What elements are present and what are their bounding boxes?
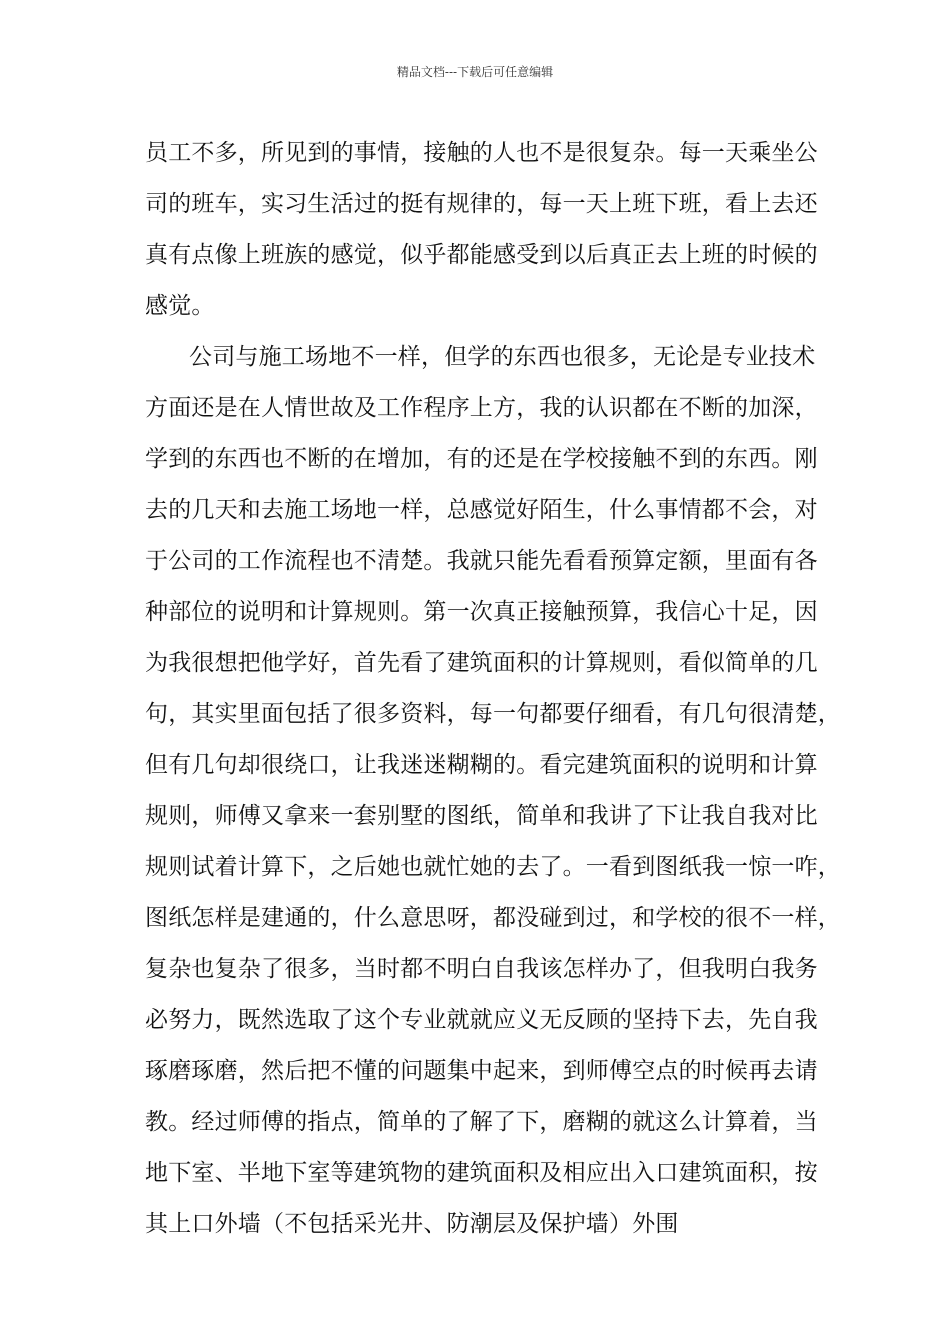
text-line: 为我很想把他学好，首先看了建筑面积的计算规则，看似简单的几 xyxy=(145,650,818,676)
paragraph-first-line: 公司与施工场地不一样，但学的东西也很多，无论是专业技术 xyxy=(189,344,816,370)
text-line: 其上口外墙（不包括采光井、防潮层及保护墙）外围 xyxy=(145,1211,679,1237)
text-line: 司的班车，实习生活过的挺有规律的，每一天上班下班，看上去还 xyxy=(145,191,818,217)
text-line: 图纸怎样是建通的，什么意思呀，都没碰到过，和学校的很不一样， xyxy=(145,905,841,931)
page-header: 精品文档---下载后可任意编辑 xyxy=(396,65,554,79)
text-line: 种部位的说明和计算规则。第一次真正接触预算，我信心十足，因 xyxy=(145,599,818,625)
text-line: 教。经过师傅的指点，简单的了解了下，磨糊的就这么计算着，当 xyxy=(145,1109,818,1135)
text-line: 规则试着计算下，之后她也就忙她的去了。一看到图纸我一惊一咋， xyxy=(145,854,841,880)
text-line: 复杂也复杂了很多，当时都不明白自我该怎样办了，但我明白我务 xyxy=(145,956,818,982)
text-line: 员工不多，所见到的事情，接触的人也不是很复杂。每一天乘坐公 xyxy=(145,140,818,166)
text-line: 学到的东西也不断的在增加，有的还是在学校接触不到的东西。刚 xyxy=(145,446,818,472)
text-line: 方面还是在人情世故及工作程序上方，我的认识都在不断的加深， xyxy=(145,395,818,421)
text-line: 必努力，既然选取了这个专业就就应义无反顾的坚持下去，先自我 xyxy=(145,1007,818,1033)
text-line: 真有点像上班族的感觉，似乎都能感受到以后真正去上班的时候的 xyxy=(145,242,818,268)
text-line: 于公司的工作流程也不清楚。我就只能先看看预算定额，里面有各 xyxy=(145,548,818,574)
text-line: 地下室、半地下室等建筑物的建筑面积及相应出入口建筑面积，按 xyxy=(145,1160,818,1186)
text-line: 但有几句却很绕口，让我迷迷糊糊的。看完建筑面积的说明和计算 xyxy=(145,752,818,778)
text-line: 去的几天和去施工场地一样，总感觉好陌生，什么事情都不会，对 xyxy=(145,497,818,523)
text-line: 琢磨琢磨，然后把不懂的问题集中起来，到师傅空点的时候再去请 xyxy=(145,1058,818,1084)
text-line: 句，其实里面包括了很多资料，每一句都要仔细看，有几句很清楚， xyxy=(145,701,841,727)
text-line: 规则，师傅又拿来一套别墅的图纸，简单和我讲了下让我自我对比 xyxy=(145,803,818,829)
document-body xyxy=(145,128,841,1250)
text-line: 感觉。 xyxy=(145,293,215,319)
